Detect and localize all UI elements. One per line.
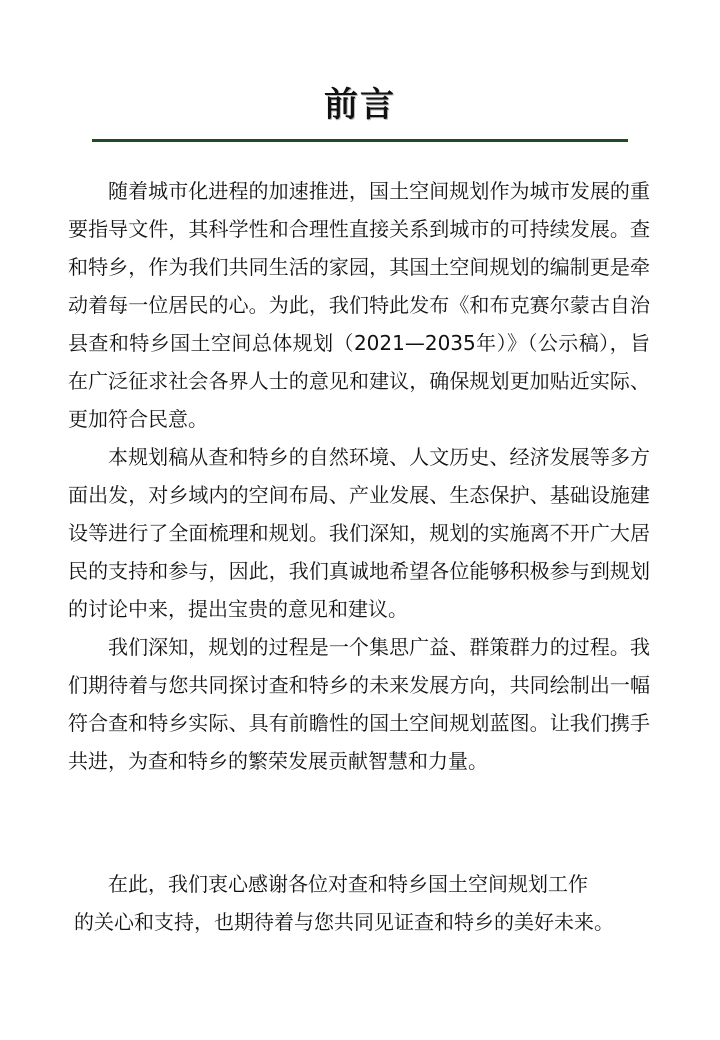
paragraph-2: 本规划稿从查和特乡的自然环境、人文历史、经济发展等多方面出发，对乡域内的空间布局、产业发展、生态保护、基础设施建设等进行了全面梳理和规划。我们深知，规划的实施离不开广大居民的支持和参与，因此，我们真诚地希望各位能够积极参与到规划的讨论中来，提出宝贵的意见和建议。 [68, 445, 650, 621]
closing-line-2: 的关心和支持，也期待着与您共同见证查和特乡的美好未来。 [74, 910, 614, 934]
paragraph-3: 我们深知，规划的过程是一个集思广益、群策群力的过程。我们期待着与您共同探讨查和特乡的未来发展方向，共同绘制出一幅符合查和特乡实际、具有前瞻性的国土空间规划蓝图。让我们携手共进，为查和特乡的繁荣发展贡献智慧和力量。 [68, 635, 650, 773]
page-title: 前言 [324, 85, 396, 125]
paragraph-1: 随着城市化进程的加速推进，国土空间规划作为城市发展的重要指导文件，其科学性和合理性直接关系到城市的可持续发展。查和特乡，作为我们共同生活的家园，其国土空间规划的编制更是牵动着每一位居民的心。为此，我们特此发布《和布克赛尔蒙古自治县查和特乡国土空间总体规划（2021—2035年）》（公示稿），旨在广泛征求社会各界人士的意见和建议，确保规划更加贴近实际、更加符合民意。 [68, 179, 650, 431]
preface-body [68, 172, 650, 780]
closing-paragraph [70, 865, 670, 941]
closing-line-1: 在此，我们衷心感谢各位对查和特乡国土空间规划工作 [108, 872, 588, 896]
title-divider [92, 139, 628, 142]
